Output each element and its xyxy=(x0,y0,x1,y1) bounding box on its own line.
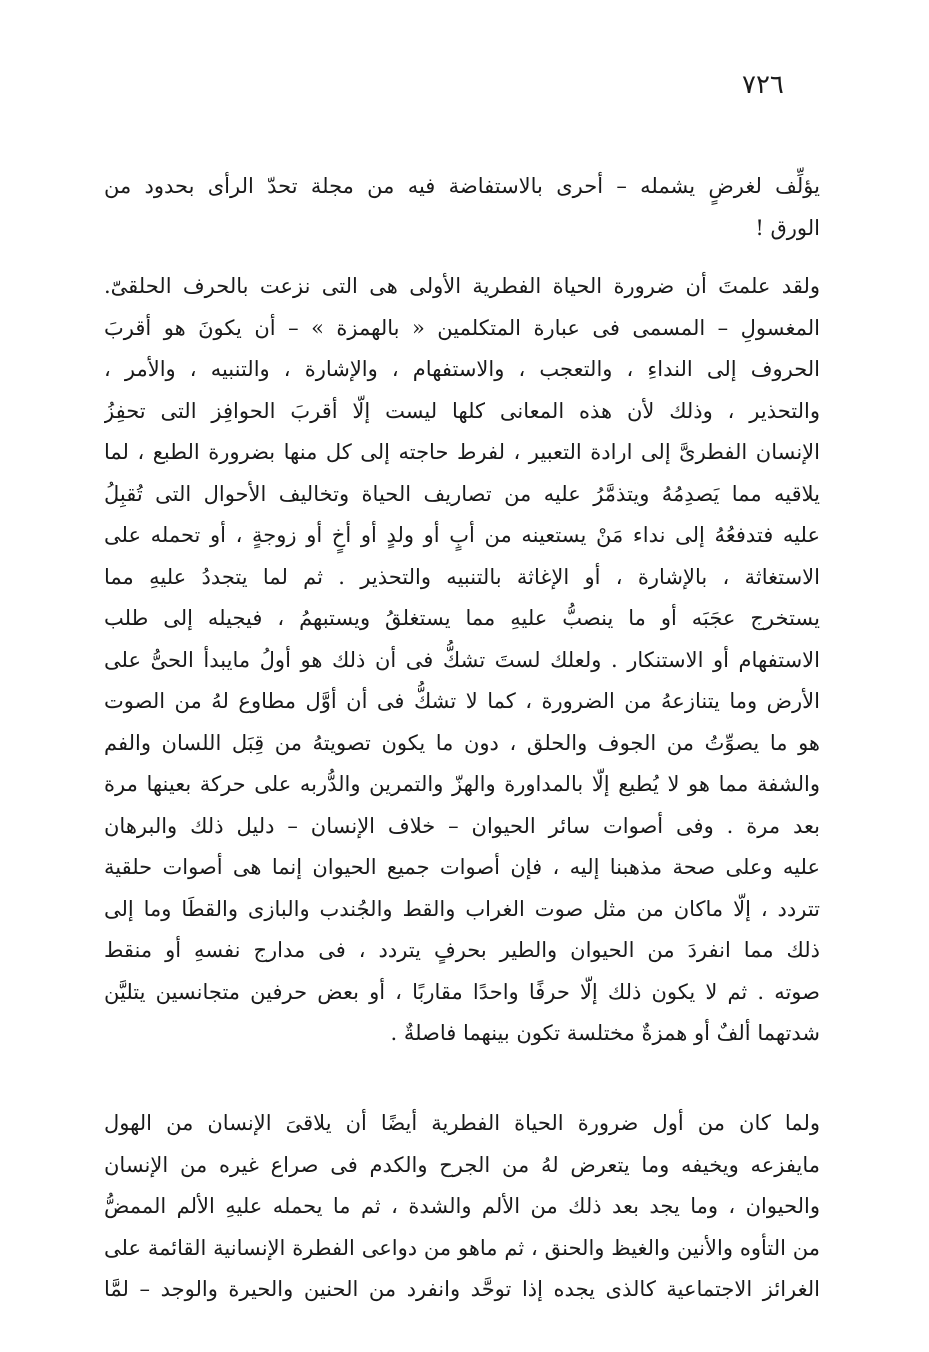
text-line: والتحذير ، وذلك لأن هذه المعانى كلها ليست إلّا أقربَ الحوافِز التى تحفِزُ xyxy=(104,398,820,423)
text-line: يلاقيه مما يَصدِمُهُ ويتذمَّرُ عليه من تصاريف الحياة وتخاليف الأحوال التى تُقبِلُ xyxy=(104,481,820,506)
paragraph-1 xyxy=(104,166,820,249)
page-number: ٧٢٦ xyxy=(742,70,784,100)
text-line: المغسولِ – المسمى فى عبارة المتكلمين « بالهمزة » – أن يكونَ هو أقربَ xyxy=(104,315,820,340)
text-line: صوته . ثم لا يكون ذلك إلّا حرفًا واحدًا مقاربًا ، أو بعض حرفين متجانسين يتليَّن xyxy=(104,979,820,1004)
text-line: الإنسان الفطرىَّ إلى ارادة التعبير ، لفرط حاجته إلى كل منها بضرورة الطبع ، لما xyxy=(104,440,820,464)
text-line: هو ما يصوِّتُ من الجوف والحلق ، دون ما يكون تصويتهُ من قِبَل اللسان والفم xyxy=(104,730,820,755)
paragraph-3 xyxy=(104,1103,820,1311)
text-line: عليه فتدفعُهُ إلى نداء مَنْ يستعينه من أبٍ أو ولدٍ أو أخٍ أو زوجةٍ ، أو تحمله على xyxy=(104,523,820,547)
text-line: عليه وعلى صحة مذهبنا إليه ، فإن أصوات جميع الحيوان إنما هى أصوات حلقية xyxy=(104,855,820,879)
text-line: والشفة مما هو لا يُطيع إلّا بالمداورة والهزّ والتمرين والدُّربه على حركة بعينها مرة xyxy=(104,772,820,796)
text-line: ذلك مما انفردَ من الحيوان والطير بحرفٍ يتردد ، فى مدارج نفسهِ أو منقط xyxy=(104,938,820,962)
text-line: يستخرج عجَبَه أو ما ينصبُّ عليهِ مما يستغلقُ ويستبهمُ ، فيجيله إلى طلب xyxy=(104,606,820,630)
text-line: والحيوان ، وما يجد بعد ذلك من الألم والشدة ، ثم ما يحمله عليهِ الألم الممضُّ xyxy=(104,1194,820,1218)
text-line: ولقد علمتَ أن ضرورة الحياة الفطرية الأولى هى التى نزعت بالحرف الحلقىّ. xyxy=(104,274,820,298)
text-line: الأرض وما يتنازعهُ من الضرورة ، كما لا تشكُّ فى أن أوَّل مطاوع لهُ من الصوت xyxy=(104,689,820,713)
text-line: تتردد ، إلّا ماكان من مثل صوت الغراب والقط والجُندب والبازى والقطَا وما إلى xyxy=(104,896,820,921)
text-line: الاستغاثة ، بالإشارة ، أو الإغاثة بالتنبيه والتحذير . ثم لما يتجددُ عليهِ مما xyxy=(104,564,820,589)
text-line: الاستفهام أو الاستنكار . ولعلك لستَ تشكُّ فى أن ذلك هو أولُ مايبدأ الحىُّ على xyxy=(104,647,820,672)
paragraph-2 xyxy=(104,266,820,1055)
text-line: مايفزعه ويخيفه وما يتعرض لهُ من الجرح والكدم فى صراع غيره من الإنسان xyxy=(104,1152,820,1177)
text-line: من التأوه والأنين والغيظ والحنق ، ثم ماهو من دواعى الفطرة الإنسانية القائمة على xyxy=(104,1235,820,1260)
text-line: بعد مرة . وفى أصوات سائر الحيوان – خلاف الإنسان – دليل ذلك والبرهان xyxy=(104,813,820,838)
text-line: يؤلِّف لغرضٍ يشمله – أحرى بالاستفاضة فيه من مجلة تحدّ الرأى بحدود من xyxy=(104,174,820,198)
text-line: الورق ! xyxy=(755,215,820,240)
text-line: الغرائز الاجتماعية كالذى يجده إذا توحَّد وانفرد من الحنين والحيرة والوجد – لمَّا xyxy=(104,1277,820,1301)
text-line: الحروف إلى النداءِ ، والتعجب ، والاستفهام ، والإشارة ، والتنبيه ، والأمر ، xyxy=(104,357,820,381)
text-line: شدتهما ألفٌ أو همزةٌ مختلسة تكون بينهما فاصلةٌ . xyxy=(390,1021,820,1045)
text-line: ولما كان من أول ضرورة الحياة الفطرية أيضًا أن يلاقىَ الإنسان من الهول xyxy=(104,1111,820,1135)
